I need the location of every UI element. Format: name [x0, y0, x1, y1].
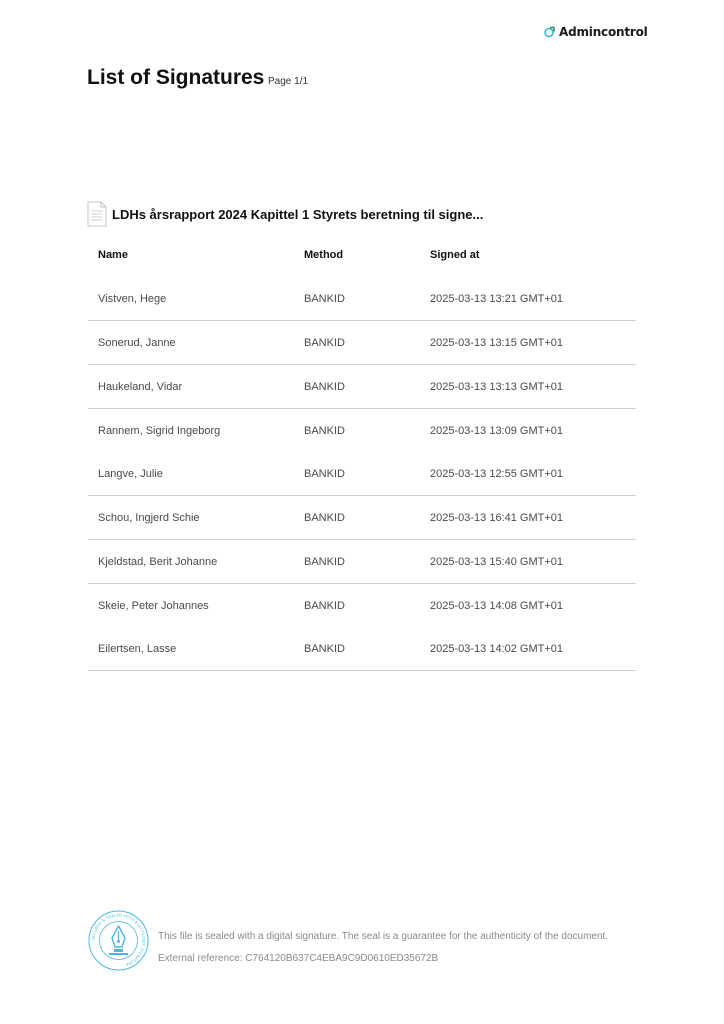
signing-method: BANKID [304, 599, 345, 612]
signatures-table [88, 233, 636, 671]
table-row [88, 277, 636, 321]
column-header-method: Method [304, 249, 344, 261]
table-row [88, 409, 636, 453]
signed-at: 2025-03-13 13:21 GMT+01 [420, 277, 636, 321]
table-row [88, 540, 636, 584]
brand-logo [544, 25, 648, 39]
signing-method: BANKID [294, 540, 420, 584]
signed-at: 2025-03-13 14:02 GMT+01 [420, 627, 636, 671]
signer-name: Eilertsen, Lasse [88, 627, 294, 671]
seal-pen-nib-icon [88, 910, 149, 971]
signing-method: BANKID [294, 321, 420, 365]
document-title: LDHs årsrapport 2024 Kapittel 1 Styrets beretning til signe... [112, 206, 484, 222]
table-row [88, 452, 636, 496]
signing-method: BANKID [304, 424, 345, 437]
table-row [88, 496, 636, 540]
signer-name: Schou, Ingjerd Schie [88, 496, 294, 540]
signed-at: 2025-03-13 15:40 GMT+01 [420, 540, 636, 584]
signed-at: 2025-03-13 13:15 GMT+01 [420, 321, 636, 365]
signing-method: BANKID [294, 452, 420, 496]
external-reference: External reference: C764120B637C4EBA9C9D0610ED35672B [158, 953, 439, 964]
table-row [88, 321, 636, 365]
column-header-name: Name [98, 249, 128, 261]
signed-at: 2025-03-13 16:41 GMT+01 [420, 496, 636, 540]
signing-method: BANKID [294, 496, 420, 540]
seal-notice: This file is sealed with a digital signature. The seal is a guarantee for the authenticity of the document. [158, 931, 609, 942]
signing-method: BANKID [294, 365, 420, 409]
page-title: List of Signatures [87, 66, 265, 89]
signing-method: BANKID [294, 277, 420, 321]
signed-at: 2025-03-13 14:08 GMT+01 [430, 599, 564, 612]
table-row [88, 365, 636, 409]
document-icon [87, 201, 107, 227]
signer-name: Skeie, Peter Johannes [98, 599, 209, 612]
signer-name: Haukeland, Vidar [88, 365, 294, 409]
signer-name: Vistven, Hege [88, 277, 294, 321]
table-row [88, 584, 636, 628]
signed-at: 2025-03-13 12:55 GMT+01 [420, 452, 636, 496]
signed-at: 2025-03-13 13:09 GMT+01 [430, 424, 564, 437]
table-header-row [88, 233, 636, 277]
signer-name: Kjeldstad, Berit Johanne [88, 540, 294, 584]
signing-method: BANKID [294, 627, 420, 671]
seal-text: SECURED & SEALED WITH ELECTRONIC SIGNATURE [91, 913, 146, 967]
signed-at: 2025-03-13 13:13 GMT+01 [420, 365, 636, 409]
brand-name: Admincontrol [559, 25, 648, 39]
admincontrol-logo-icon [544, 26, 556, 38]
page-number: Page 1/1 [268, 76, 309, 87]
table-row [88, 627, 636, 671]
digital-seal [88, 910, 149, 976]
signer-name: Langve, Julie [88, 452, 294, 496]
signer-name: Sonerud, Janne [88, 321, 294, 365]
document-header [87, 201, 483, 227]
signer-name: Rannem, Sigrid Ingeborg [98, 424, 221, 437]
column-header-signed-at: Signed at [430, 249, 480, 261]
